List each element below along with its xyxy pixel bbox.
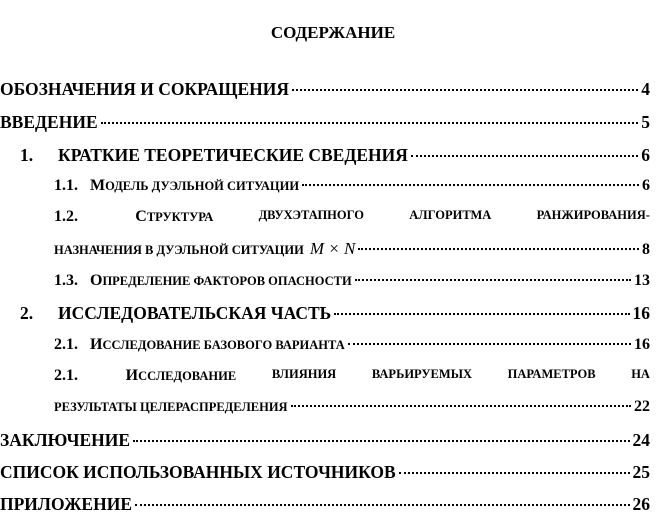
dot-leader	[302, 184, 639, 186]
toc-page-number: 6	[641, 145, 650, 165]
toc-entry-section-2-1-b[interactable]	[54, 367, 650, 385]
toc-entry-number: 1.	[20, 145, 34, 165]
dot-leader	[291, 405, 631, 407]
toc-entry-text: РЕЗУЛЬТАТЫ ЦЕЛЕРАСПРЕДЕЛЕНИЯ	[54, 400, 288, 414]
dot-leader	[399, 472, 630, 474]
toc-entry-text: ЗАКЛЮЧЕНИЕ	[0, 430, 131, 450]
toc-entry-conclusion[interactable]	[0, 430, 650, 451]
dot-leader	[133, 440, 629, 442]
toc-page-number: 26	[632, 494, 650, 514]
toc-entry-word: ДВУХЭТАПНОГО	[258, 208, 364, 222]
toc-entry-word: СТРУКТУРА	[135, 208, 214, 225]
toc-entry-text: КРАТКИЕ ТЕОРЕТИЧЕСКИЕ СВЕДЕНИЯ	[58, 145, 408, 165]
toc-entry-text: МОДЕЛЬ ДУЭЛЬНОЙ СИТУАЦИИ	[90, 177, 300, 194]
toc-entry-text: ИССЛЕДОВАТЕЛЬСКАЯ ЧАСТЬ	[58, 303, 332, 323]
dot-leader	[348, 343, 631, 345]
dot-leader	[135, 504, 629, 506]
toc-entry-section-1-2-cont[interactable]	[54, 239, 650, 259]
dot-leader	[101, 122, 639, 124]
toc-page-number: 6	[642, 177, 650, 194]
page-title: СОДЕРЖАНИЕ	[270, 23, 396, 42]
toc-page-number: 25	[632, 462, 650, 482]
math-expression: M × N	[309, 239, 356, 258]
toc-entry-word: ПАРАМЕТРОВ	[507, 367, 596, 381]
toc-entry-number: 1.2.	[54, 208, 78, 225]
toc-entry-text: ОБОЗНАЧЕНИЯ И СОКРАЩЕНИЯ	[0, 79, 290, 99]
toc-entry-section-1-1[interactable]	[54, 177, 650, 195]
toc-entry-appendix[interactable]	[0, 494, 650, 515]
toc-entry-number: 1.3.	[54, 272, 78, 289]
toc-entry-section-2[interactable]	[20, 303, 650, 324]
toc-entry-number: 2.1.	[54, 336, 78, 353]
toc-entry-number: 2.1.	[54, 367, 78, 384]
dot-leader	[334, 313, 629, 315]
toc-entry-section-1[interactable]	[20, 145, 650, 166]
toc-entry-text: СПИСОК ИСПОЛЬЗОВАННЫХ ИСТОЧНИКОВ	[0, 462, 396, 482]
toc-entry-word: РАНЖИРОВАНИЯ-	[536, 208, 650, 222]
toc-entry-section-2-1-b-cont[interactable]	[54, 398, 650, 416]
toc-entry-number: 2.	[20, 303, 34, 323]
toc-entry-word: ВЛИЯНИЯ	[271, 367, 337, 381]
toc-page-number: 16	[634, 336, 650, 353]
toc-entry-word: ВАРЬИРУЕМЫХ	[371, 367, 472, 381]
toc-entry-number: 1.1.	[54, 177, 78, 194]
toc-page-number: 5	[641, 112, 650, 132]
dot-leader	[292, 89, 638, 91]
toc-entry-text: НАЗНАЧЕНИЯ В ДУЭЛЬНОЙ СИТУАЦИИ M × N	[54, 239, 356, 258]
toc-entry-text: ОПРЕДЕЛЕНИЕ ФАКТОРОВ ОПАСНОСТИ	[90, 272, 352, 289]
toc-entry-section-1-2[interactable]	[54, 208, 650, 226]
dot-leader	[358, 248, 639, 250]
toc-entry-designations[interactable]	[0, 79, 650, 100]
toc-entry-word: ИССЛЕДОВАНИЕ	[125, 367, 237, 384]
toc-entry-references[interactable]	[0, 462, 650, 483]
toc-page-number: 16	[632, 303, 650, 323]
toc-page-number: 24	[632, 430, 650, 450]
toc-entry-text: ИССЛЕДОВАНИЕ БАЗОВОГО ВАРИАНТА	[90, 336, 345, 353]
toc-page-number: 8	[642, 241, 650, 258]
toc-entry-text: ПРИЛОЖЕНИЕ	[0, 494, 133, 514]
dot-leader	[355, 279, 631, 281]
toc-entry-introduction[interactable]	[0, 112, 650, 133]
toc-entry-word: НА	[631, 367, 650, 381]
toc-page-number: 4	[641, 79, 650, 99]
toc-entry-word: АЛГОРИТМА	[409, 208, 492, 222]
toc-entry-section-1-3[interactable]	[54, 272, 650, 290]
toc-entry-section-2-1[interactable]	[54, 336, 650, 354]
dot-leader	[411, 155, 638, 157]
toc-page-number: 22	[634, 398, 650, 415]
toc-page-number: 13	[634, 272, 650, 289]
toc-entry-text: ВВЕДЕНИЕ	[0, 112, 98, 132]
